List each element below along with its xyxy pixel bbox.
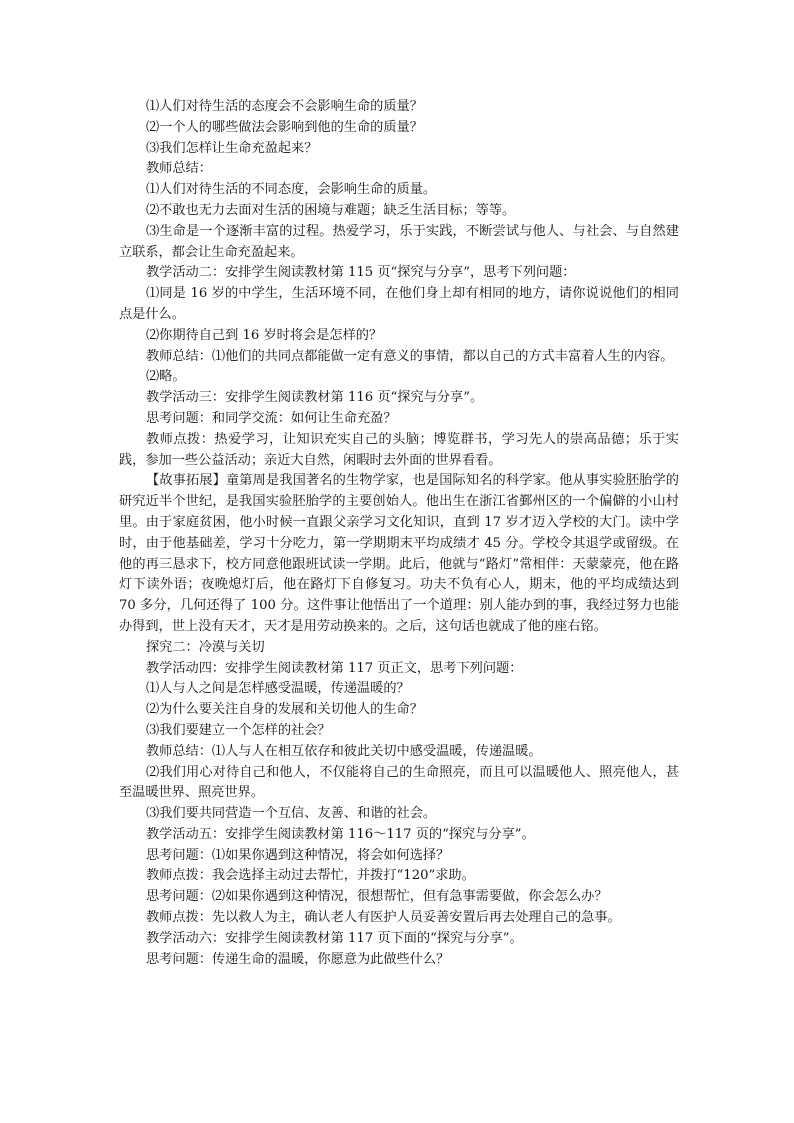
question-line: ⑵一个人的哪些做法会影响到他的生命的质量？ [146, 119, 423, 135]
answer-line: ⑵略。 [146, 369, 186, 385]
answer-paragraph: ⑵我们用心对待自己和他人，不仅能将自己的生命照亮，而且可以温暖他人、照亮他人，甚至温暖世界、照亮世界。 [119, 764, 679, 801]
answer-line: ⑵不敢也无力去面对生活的困境与难题；缺乏生活目标；等等。 [146, 202, 516, 218]
question-line: ⑵为什么要关注自身的发展和关切他人的生命？ [146, 702, 423, 718]
question-line: ⑶我们要建立一个怎样的社会？ [146, 722, 331, 738]
teacher-summary-paragraph: 教师总结：⑴他们的共同点都能做一定有意义的事情，都以自己的方式丰富着人生的内容。 [146, 348, 674, 364]
answer-paragraph: ⑶生命是一个逐渐丰富的过程。热爱学习，乐于实践，不断尝试与他人、与社会、与自然建立联系，都会让生命充盈起来。 [119, 223, 679, 260]
question-line: ⑵你期待自己到 16 岁时将会是怎样的？ [146, 327, 383, 343]
activity-heading: 教学活动三：安排学生阅读教材第 116 页“探究与分享”。 [146, 390, 484, 406]
answer-line: ⑶我们要共同营造一个互信、友善、和谐的社会。 [146, 806, 437, 822]
activity-heading: 教学活动五：安排学生阅读教材第 116～117 页的“探究与分享”。 [146, 826, 535, 842]
teacher-summary-line: 教师总结：⑴人与人在相互依存和彼此关切中感受温暖，传递温暖。 [146, 743, 542, 759]
thinking-question: 思考问题：传递生命的温暖，你愿意为此做些什么？ [146, 951, 450, 967]
teacher-guidance-paragraph: 教师点拨：热爱学习，让知识充实自己的头脑；博览群书，学习先人的崇高品德；乐于实践，参加一些公益活动；亲近大自然，闲暇时去外面的世界看看。 [119, 431, 679, 468]
activity-heading: 教学活动六：安排学生阅读教材第 117 页下面的“探究与分享”。 [146, 930, 523, 946]
question-line: ⑴人与人之间是怎样感受温暖，传递温暖的？ [146, 681, 410, 697]
document-body [119, 97, 679, 970]
thinking-question: 思考问题：和同学交流：如何让生命充盈？ [146, 410, 397, 426]
question-line: ⑴人们对待生活的态度会不会影响生命的质量？ [146, 99, 423, 114]
teacher-summary-heading: 教师总结： [146, 161, 212, 177]
activity-heading: 教学活动四：安排学生阅读教材第 117 页正文，思考下列问题： [146, 660, 523, 676]
question-paragraph: ⑴同是 16 岁的中学生，生活环境不同，在他们身上却有相同的地方，请你说说他们的相同点是什么。 [119, 286, 679, 322]
thinking-question: 思考问题：⑵如果你遇到这种情况，很想帮忙，但有急事需要做，你会怎么办？ [146, 889, 608, 905]
story-extension-paragraph: 【故事拓展】童第周是我国著名的生物学家，也是国际知名的科学家。他从事实验胚胎学的研究近半个世纪，是我国实验胚胎学的主要创始人。他出生在浙江省鄞州区的一个偏僻的小山村里。由于家庭贫困，他小时候一直跟父亲学习文化知识，直到 17 岁才迈入学校的大门。读中学时，由于他基础差，学习十分吃力，第一学期期末平均成绩才 45 分。学校令其退学或留级。在他的再三恳求下，校方同意他跟班试读一学期。此后，他就与“路灯”常相伴：天蒙蒙亮，他在路灯下读外语；夜晚熄灯后，他在路灯下自修复习。功夫不负有心人，期末，他的平均成绩达到 70 多分，几何还得了 100 分。这件事让他悟出了一个道理：别人能办到的事，我经过努力也能办得到，世上没有天才，天才是用劳动换来的。之后，这句话也就成了他的座右铭。 [119, 473, 679, 634]
activity-heading: 教学活动二：安排学生阅读教材第 115 页“探究与分享”，思考下列问题： [146, 265, 576, 281]
teacher-guidance-line: 教师点拨：先以救人为主，确认老人有医护人员妥善安置后再去处理自己的急事。 [146, 910, 621, 926]
section-heading: 探究二：冷漠与关切 [146, 639, 265, 655]
question-line: ⑶我们怎样让生命充盈起来？ [146, 140, 318, 156]
teacher-guidance-line: 教师点拨：我会选择主动过去帮忙，并拨打“120”求助。 [146, 868, 475, 884]
thinking-question: 思考问题：⑴如果你遇到这种情况，将会如何选择？ [146, 847, 450, 863]
answer-line: ⑴人们对待生活的不同态度，会影响生命的质量。 [146, 182, 437, 198]
